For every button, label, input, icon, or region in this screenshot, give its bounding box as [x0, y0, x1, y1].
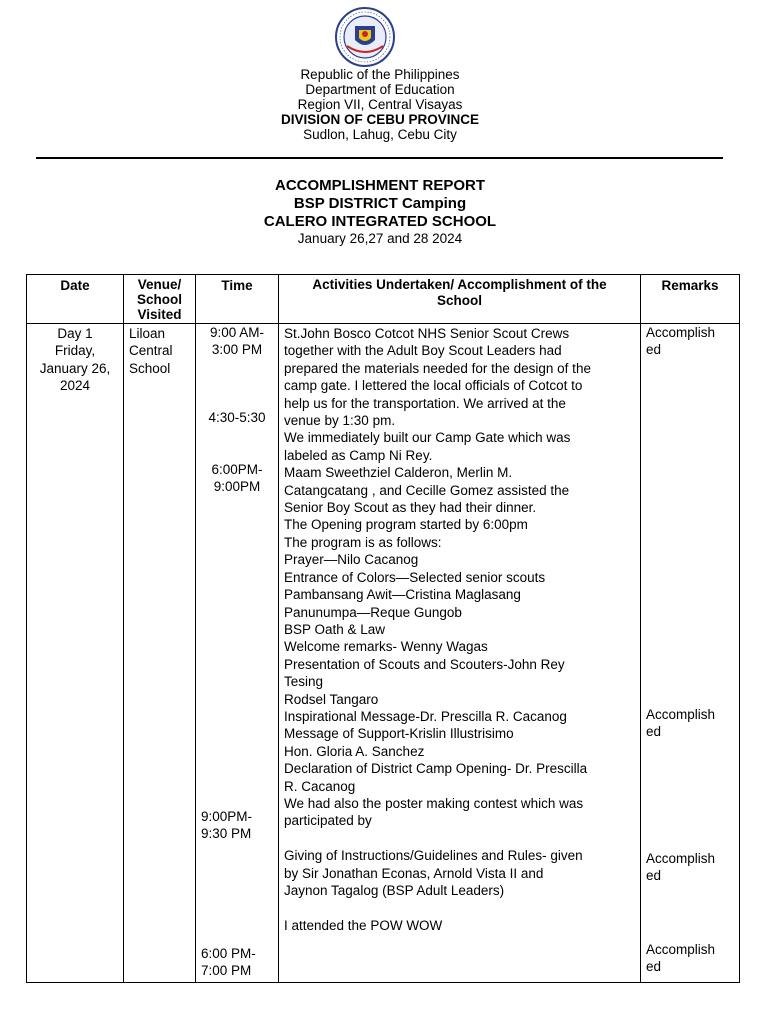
cell-date: Day 1 Friday, January 26, 2024: [27, 324, 124, 983]
activity-line: Hon. Gloria A. Sanchez: [284, 743, 425, 759]
activity-line: BSP Oath & Law: [284, 621, 386, 637]
activity-line: Presentation of Scouts and Scouters-John Rey: [284, 656, 565, 672]
accomplishment-table: [26, 274, 740, 983]
activity-line: We immediately built our Camp Gate which was: [284, 430, 571, 446]
remark-4: Accomplish ed: [646, 942, 716, 975]
activity-line: Message of Support-Krislin Illustrisimo: [284, 726, 514, 742]
time-slot-4: 9:00PM- 9:30 PM: [201, 809, 253, 842]
activity-line: Entrance of Colors—Selected senior scouts: [284, 569, 546, 585]
time-slot-1: 9:00 AM- 3:00 PM: [209, 325, 265, 358]
header-republic: Republic of the Philippines: [300, 67, 460, 82]
header-time: Time: [196, 275, 279, 324]
activity-line: [284, 899, 635, 916]
activity-line: Welcome remarks- Wenny Wagas: [284, 639, 488, 655]
activity-line: Jaynon Tagalog (BSP Adult Leaders): [284, 882, 505, 898]
activity-line: We had also the poster making contest which was: [284, 795, 584, 811]
header-department: Department of Education: [305, 82, 455, 97]
deped-seal-logo: [325, 6, 405, 68]
activity-line: The program is as follows:: [284, 534, 442, 550]
school-name: CALERO INTEGRATED SCHOOL: [263, 213, 497, 230]
time-slot-2: 4:30-5:30: [208, 410, 266, 425]
cell-remarks: [641, 324, 740, 983]
activity-line: [284, 830, 635, 847]
activity-line: prepared the materials needed for the design of the: [284, 360, 591, 376]
header-venue: Venue/ School Visited: [124, 275, 196, 324]
time-slot-5: 6:00 PM- 7:00 PM: [201, 946, 256, 979]
header-region: Region VII, Central Visayas: [297, 97, 463, 112]
activity-line: I attended the POW WOW: [284, 917, 443, 933]
header-activities: Activities Undertaken/ Accomplishment of the School: [279, 275, 641, 324]
activity-line: Declaration of District Camp Opening- Dr. Prescilla: [284, 761, 588, 777]
activity-line: Prayer—Nilo Cacanog: [284, 552, 419, 568]
time-slot-3: 6:00PM- 9:00PM: [211, 462, 263, 495]
activity-line: Senior Boy Scout as they had their dinner.: [284, 500, 537, 516]
cell-time: [196, 324, 279, 983]
remark-1: Accomplish ed: [646, 325, 716, 358]
header-remarks: Remarks: [641, 275, 740, 324]
activity-line: participated by: [284, 813, 372, 829]
activity-line: venue by 1:30 pm.: [284, 413, 396, 429]
cell-venue: Liloan Central School: [124, 324, 196, 983]
activity-line: camp gate. I lettered the local officials of Cotcot to: [284, 378, 583, 394]
activity-line: Giving of Instructions/Guidelines and Rules- given: [284, 848, 583, 864]
activity-line: Maam Sweethziel Calderon, Merlin M.: [284, 465, 513, 481]
activity-line: Panunumpa—Reque Gungob: [284, 604, 462, 620]
activity-line: Tesing: [284, 674, 324, 690]
activity-line: Pambansang Awit—Cristina Maglasang: [284, 587, 521, 603]
activity-line: St.John Bosco Cotcot NHS Senior Scout Crews: [284, 326, 570, 341]
activity-line: labeled as Camp Ni Rey.: [284, 447, 433, 463]
header-address: Sudlon, Lahug, Cebu City: [303, 127, 457, 142]
cell-activities: [279, 324, 641, 983]
header-division: DIVISION OF CEBU PROVINCE: [280, 112, 480, 127]
header-date: Date: [27, 275, 124, 324]
report-subtitle: BSP DISTRICT Camping: [293, 195, 467, 212]
header-divider: [36, 157, 723, 159]
activity-line: R. Cacanog: [284, 778, 356, 794]
activity-line: Catangcatang , and Cecille Gomez assisted the: [284, 482, 570, 498]
activity-line: Inspirational Message-Dr. Prescilla R. Cacanog: [284, 708, 567, 724]
report-title: ACCOMPLISHMENT REPORT: [275, 177, 485, 194]
remark-3: Accomplish ed: [646, 851, 716, 884]
activity-line: by Sir Jonathan Econas, Arnold Vista II and: [284, 865, 544, 881]
table-row: [27, 324, 740, 983]
activity-line: together with the Adult Boy Scout Leaders had: [284, 343, 562, 359]
activity-line: help us for the transportation. We arrived at the: [284, 395, 566, 411]
activity-line: Rodsel Tangaro: [284, 691, 379, 707]
report-dates: January 26,27 and 28 2024: [297, 231, 463, 246]
remark-2: Accomplish ed: [646, 707, 716, 740]
activity-line: The Opening program started by 6:00pm: [284, 517, 528, 533]
table-header-row: [27, 275, 740, 324]
